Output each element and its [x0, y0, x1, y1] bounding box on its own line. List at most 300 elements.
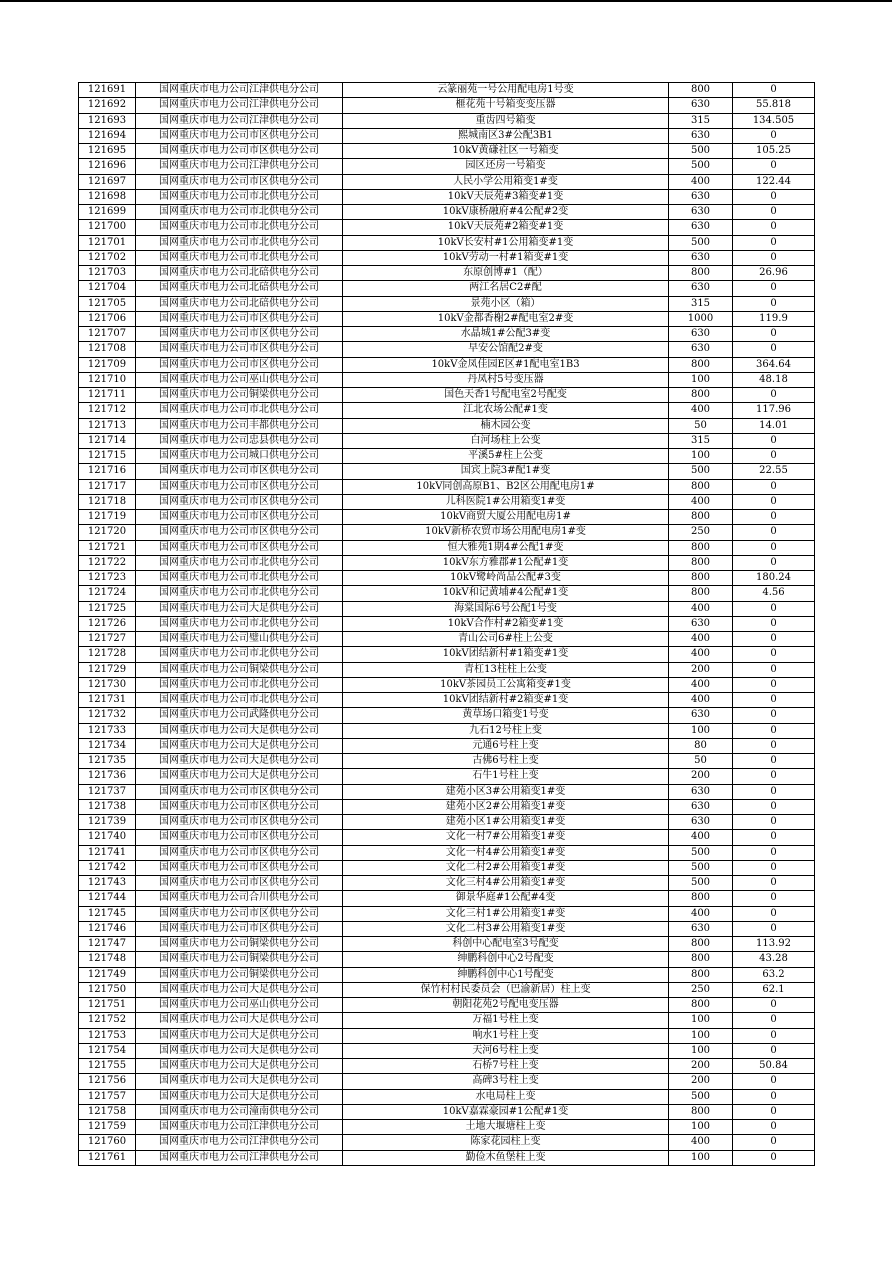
capacity-cell: 800 — [669, 586, 733, 601]
company-cell: 国网重庆市电力公司市北供电分公司 — [136, 189, 343, 204]
value-cell: 0 — [733, 601, 815, 616]
company-cell: 国网重庆市电力公司市区供电分公司 — [136, 144, 343, 159]
table-row — [79, 144, 815, 159]
company-cell: 国网重庆市电力公司市区供电分公司 — [136, 357, 343, 372]
transformer-name-cell: 早安公馆配2#变 — [343, 342, 669, 357]
value-cell: 48.18 — [733, 372, 815, 387]
value-cell: 0 — [733, 205, 815, 220]
company-cell: 国网重庆市电力公司市北供电分公司 — [136, 677, 343, 692]
row-id-cell: 121756 — [79, 1074, 136, 1089]
company-cell: 国网重庆市电力公司市北供电分公司 — [136, 586, 343, 601]
table-row — [79, 388, 815, 403]
table-row — [79, 540, 815, 555]
capacity-cell: 100 — [669, 1028, 733, 1043]
transformer-name-cell: 文化二村2#公用箱变1#变 — [343, 860, 669, 875]
row-id-cell: 121720 — [79, 525, 136, 540]
company-cell: 国网重庆市电力公司城口供电分公司 — [136, 449, 343, 464]
capacity-cell: 800 — [669, 967, 733, 982]
value-cell: 0 — [733, 1104, 815, 1119]
company-cell: 国网重庆市电力公司巫山供电分公司 — [136, 998, 343, 1013]
row-id-cell: 121725 — [79, 601, 136, 616]
transformer-name-cell: 科创中心配电室3号配变 — [343, 937, 669, 952]
transformer-name-cell: 石桥7号柱上变 — [343, 1059, 669, 1074]
row-id-cell: 121698 — [79, 189, 136, 204]
transformer-name-cell: 土地大堰塘柱上变 — [343, 1120, 669, 1135]
capacity-cell: 100 — [669, 1120, 733, 1135]
value-cell: 0 — [733, 708, 815, 723]
company-cell: 国网重庆市电力公司大足供电分公司 — [136, 601, 343, 616]
row-id-cell: 121701 — [79, 235, 136, 250]
row-id-cell: 121731 — [79, 693, 136, 708]
transformer-name-cell: 10kV茶园员工公寓箱变#1变 — [343, 677, 669, 692]
table-row — [79, 876, 815, 891]
company-cell: 国网重庆市电力公司市区供电分公司 — [136, 464, 343, 479]
row-id-cell: 121740 — [79, 830, 136, 845]
company-cell: 国网重庆市电力公司江津供电分公司 — [136, 1135, 343, 1150]
transformer-name-cell: 熙城南区3#公配3B1 — [343, 128, 669, 143]
capacity-cell: 500 — [669, 876, 733, 891]
value-cell: 62.1 — [733, 982, 815, 997]
value-cell: 0 — [733, 296, 815, 311]
capacity-cell: 500 — [669, 235, 733, 250]
capacity-cell: 200 — [669, 769, 733, 784]
transformer-name-cell: 陈家花园柱上变 — [343, 1135, 669, 1150]
table-row — [79, 311, 815, 326]
capacity-cell: 630 — [669, 98, 733, 113]
capacity-cell: 400 — [669, 1135, 733, 1150]
table-row — [79, 982, 815, 997]
capacity-cell: 400 — [669, 494, 733, 509]
company-cell: 国网重庆市电力公司大足供电分公司 — [136, 1089, 343, 1104]
transformer-name-cell: 建苑小区1#公用箱变1#变 — [343, 815, 669, 830]
capacity-cell: 800 — [669, 388, 733, 403]
capacity-cell: 800 — [669, 479, 733, 494]
row-id-cell: 121692 — [79, 98, 136, 113]
company-cell: 国网重庆市电力公司市区供电分公司 — [136, 921, 343, 936]
table-row — [79, 906, 815, 921]
row-id-cell: 121709 — [79, 357, 136, 372]
table-row — [79, 1150, 815, 1165]
capacity-cell: 800 — [669, 571, 733, 586]
company-cell: 国网重庆市电力公司铜梁供电分公司 — [136, 937, 343, 952]
row-id-cell: 121722 — [79, 555, 136, 570]
company-cell: 国网重庆市电力公司市区供电分公司 — [136, 876, 343, 891]
capacity-cell: 250 — [669, 982, 733, 997]
value-cell: 14.01 — [733, 418, 815, 433]
row-id-cell: 121743 — [79, 876, 136, 891]
table-row — [79, 662, 815, 677]
table-row — [79, 891, 815, 906]
row-id-cell: 121695 — [79, 144, 136, 159]
transformer-name-cell: 人民小学公用箱变1#变 — [343, 174, 669, 189]
transformer-name-cell: 万福1号柱上变 — [343, 1013, 669, 1028]
company-cell: 国网重庆市电力公司铜梁供电分公司 — [136, 662, 343, 677]
row-id-cell: 121712 — [79, 403, 136, 418]
row-id-cell: 121737 — [79, 784, 136, 799]
transformer-name-cell: 古佛6号柱上变 — [343, 754, 669, 769]
transformer-name-cell: 绅鹏科创中心2号配变 — [343, 952, 669, 967]
company-cell: 国网重庆市电力公司铜梁供电分公司 — [136, 388, 343, 403]
row-id-cell: 121706 — [79, 311, 136, 326]
company-cell: 国网重庆市电力公司市北供电分公司 — [136, 647, 343, 662]
transformer-name-cell: 园区还房一号箱变 — [343, 159, 669, 174]
value-cell: 0 — [733, 235, 815, 250]
capacity-cell: 630 — [669, 342, 733, 357]
row-id-cell: 121751 — [79, 998, 136, 1013]
row-id-cell: 121699 — [79, 205, 136, 220]
row-id-cell: 121736 — [79, 769, 136, 784]
transformer-name-cell: 10kV金凤佳园E区#1配电室1B3 — [343, 357, 669, 372]
table-row — [79, 647, 815, 662]
company-cell: 国网重庆市电力公司市区供电分公司 — [136, 342, 343, 357]
value-cell: 0 — [733, 250, 815, 265]
value-cell: 50.84 — [733, 1059, 815, 1074]
table-row — [79, 723, 815, 738]
value-cell: 0 — [733, 1043, 815, 1058]
row-id-cell: 121752 — [79, 1013, 136, 1028]
company-cell: 国网重庆市电力公司市区供电分公司 — [136, 525, 343, 540]
value-cell: 0 — [733, 83, 815, 98]
company-cell: 国网重庆市电力公司北碚供电分公司 — [136, 296, 343, 311]
capacity-cell: 630 — [669, 708, 733, 723]
transformer-name-cell: 绅鹏科创中心1号配变 — [343, 967, 669, 982]
capacity-cell: 200 — [669, 1059, 733, 1074]
transformer-name-cell: 国宾上院3#配1#变 — [343, 464, 669, 479]
company-cell: 国网重庆市电力公司大足供电分公司 — [136, 1074, 343, 1089]
capacity-cell: 500 — [669, 1089, 733, 1104]
value-cell: 55.818 — [733, 98, 815, 113]
transformer-name-cell: 重齿四号箱变 — [343, 113, 669, 128]
row-id-cell: 121713 — [79, 418, 136, 433]
value-cell: 0 — [733, 921, 815, 936]
company-cell: 国网重庆市电力公司市区供电分公司 — [136, 906, 343, 921]
transformer-name-cell: 10kV和记黄埔#4公配#1变 — [343, 586, 669, 601]
company-cell: 国网重庆市电力公司武隆供电分公司 — [136, 708, 343, 723]
value-cell: 63.2 — [733, 967, 815, 982]
value-cell: 0 — [733, 479, 815, 494]
table-row — [79, 784, 815, 799]
value-cell: 0 — [733, 159, 815, 174]
capacity-cell: 630 — [669, 616, 733, 631]
transformer-name-cell: 10kV团结新村#2箱变#1变 — [343, 693, 669, 708]
table-row — [79, 296, 815, 311]
value-cell: 0 — [733, 1150, 815, 1165]
capacity-cell: 630 — [669, 327, 733, 342]
value-cell: 0 — [733, 494, 815, 509]
capacity-cell: 400 — [669, 693, 733, 708]
transformer-name-cell: 两江名居C2#配 — [343, 281, 669, 296]
row-id-cell: 121719 — [79, 510, 136, 525]
table-row — [79, 693, 815, 708]
transformer-name-cell: 丹凤村5号变压器 — [343, 372, 669, 387]
table-row — [79, 632, 815, 647]
row-id-cell: 121703 — [79, 266, 136, 281]
value-cell: 0 — [733, 189, 815, 204]
row-id-cell: 121693 — [79, 113, 136, 128]
company-cell: 国网重庆市电力公司大足供电分公司 — [136, 1028, 343, 1043]
capacity-cell: 800 — [669, 510, 733, 525]
value-cell: 0 — [733, 128, 815, 143]
transformer-name-cell: 10kV新桥农贸市场公用配电房1#变 — [343, 525, 669, 540]
transformer-name-cell: 10kV天辰苑#2箱变#1变 — [343, 220, 669, 235]
value-cell: 0 — [733, 1013, 815, 1028]
company-cell: 国网重庆市电力公司忠县供电分公司 — [136, 433, 343, 448]
value-cell: 0 — [733, 769, 815, 784]
value-cell: 43.28 — [733, 952, 815, 967]
table-row — [79, 586, 815, 601]
value-cell: 0 — [733, 906, 815, 921]
capacity-cell: 1000 — [669, 311, 733, 326]
row-id-cell: 121707 — [79, 327, 136, 342]
transformer-name-cell: 九石12号柱上变 — [343, 723, 669, 738]
company-cell: 国网重庆市电力公司市区供电分公司 — [136, 784, 343, 799]
row-id-cell: 121700 — [79, 220, 136, 235]
table-row — [79, 1059, 815, 1074]
company-cell: 国网重庆市电力公司市北供电分公司 — [136, 403, 343, 418]
transformer-name-cell: 10kV东方雅郡#1公配#1变 — [343, 555, 669, 570]
row-id-cell: 121715 — [79, 449, 136, 464]
company-cell: 国网重庆市电力公司江津供电分公司 — [136, 113, 343, 128]
table-row — [79, 1120, 815, 1135]
value-cell: 0 — [733, 449, 815, 464]
table-row — [79, 738, 815, 753]
company-cell: 国网重庆市电力公司铜梁供电分公司 — [136, 967, 343, 982]
table-row — [79, 616, 815, 631]
transformer-name-cell: 文化一村4#公用箱变1#变 — [343, 845, 669, 860]
capacity-cell: 80 — [669, 738, 733, 753]
row-id-cell: 121759 — [79, 1120, 136, 1135]
table-row — [79, 921, 815, 936]
capacity-cell: 800 — [669, 555, 733, 570]
row-id-cell: 121757 — [79, 1089, 136, 1104]
company-cell: 国网重庆市电力公司合川供电分公司 — [136, 891, 343, 906]
capacity-cell: 200 — [669, 662, 733, 677]
transformer-name-cell: 10kV黄磏社区一号箱变 — [343, 144, 669, 159]
capacity-cell: 400 — [669, 830, 733, 845]
table-row — [79, 205, 815, 220]
capacity-cell: 800 — [669, 998, 733, 1013]
capacity-cell: 315 — [669, 433, 733, 448]
value-cell: 0 — [733, 815, 815, 830]
company-cell: 国网重庆市电力公司市区供电分公司 — [136, 479, 343, 494]
table-row — [79, 342, 815, 357]
company-cell: 国网重庆市电力公司市区供电分公司 — [136, 128, 343, 143]
company-cell: 国网重庆市电力公司大足供电分公司 — [136, 1059, 343, 1074]
table-row — [79, 464, 815, 479]
company-cell: 国网重庆市电力公司市区供电分公司 — [136, 510, 343, 525]
capacity-cell: 100 — [669, 449, 733, 464]
capacity-cell: 400 — [669, 632, 733, 647]
transformer-name-cell: 建苑小区2#公用箱变1#变 — [343, 799, 669, 814]
capacity-cell: 400 — [669, 647, 733, 662]
row-id-cell: 121739 — [79, 815, 136, 830]
capacity-cell: 800 — [669, 891, 733, 906]
value-cell: 0 — [733, 738, 815, 753]
company-cell: 国网重庆市电力公司大足供电分公司 — [136, 723, 343, 738]
transformer-name-cell: 国色天香1号配电室2号配变 — [343, 388, 669, 403]
value-cell: 0 — [733, 540, 815, 555]
company-cell: 国网重庆市电力公司市区供电分公司 — [136, 311, 343, 326]
value-cell: 122.44 — [733, 174, 815, 189]
table-row — [79, 220, 815, 235]
table-row — [79, 479, 815, 494]
table-row — [79, 357, 815, 372]
company-cell: 国网重庆市电力公司璧山供电分公司 — [136, 632, 343, 647]
row-id-cell: 121742 — [79, 860, 136, 875]
table-row — [79, 113, 815, 128]
row-id-cell: 121760 — [79, 1135, 136, 1150]
company-cell: 国网重庆市电力公司市区供电分公司 — [136, 799, 343, 814]
company-cell: 国网重庆市电力公司潼南供电分公司 — [136, 1104, 343, 1119]
value-cell: 0 — [733, 998, 815, 1013]
value-cell: 0 — [733, 1089, 815, 1104]
row-id-cell: 121732 — [79, 708, 136, 723]
table-row — [79, 799, 815, 814]
table-row — [79, 189, 815, 204]
table-row — [79, 98, 815, 113]
value-cell: 0 — [733, 1135, 815, 1150]
capacity-cell: 200 — [669, 1074, 733, 1089]
company-cell: 国网重庆市电力公司市区供电分公司 — [136, 845, 343, 860]
row-id-cell: 121724 — [79, 586, 136, 601]
value-cell: 0 — [733, 525, 815, 540]
value-cell: 0 — [733, 616, 815, 631]
transformer-name-cell: 响水1号柱上变 — [343, 1028, 669, 1043]
transformer-name-cell: 水电局柱上变 — [343, 1089, 669, 1104]
table-row — [79, 128, 815, 143]
transformer-name-cell: 10kV康桥融府#4公配#2变 — [343, 205, 669, 220]
value-cell: 364.64 — [733, 357, 815, 372]
table-row — [79, 815, 815, 830]
capacity-cell: 800 — [669, 83, 733, 98]
transformer-name-cell: 10kV天辰苑#3箱变#1变 — [343, 189, 669, 204]
transformer-name-cell: 10kV商贸大厦公用配电房1# — [343, 510, 669, 525]
value-cell: 0 — [733, 632, 815, 647]
transformer-name-cell: 石牛1号柱上变 — [343, 769, 669, 784]
row-id-cell: 121705 — [79, 296, 136, 311]
transformer-name-cell: 东原创博#1（配） — [343, 266, 669, 281]
table-row — [79, 281, 815, 296]
row-id-cell: 121717 — [79, 479, 136, 494]
company-cell: 国网重庆市电力公司市区供电分公司 — [136, 494, 343, 509]
transformer-name-cell: 江北农场公配#1变 — [343, 403, 669, 418]
table-row — [79, 433, 815, 448]
transformer-name-cell: 平溪5#柱上公变 — [343, 449, 669, 464]
company-cell: 国网重庆市电力公司江津供电分公司 — [136, 1150, 343, 1165]
row-id-cell: 121696 — [79, 159, 136, 174]
company-cell: 国网重庆市电力公司市区供电分公司 — [136, 540, 343, 555]
table-row — [79, 327, 815, 342]
transformer-name-cell: 10kV劳动一村#1箱变#1变 — [343, 250, 669, 265]
table-row — [79, 449, 815, 464]
capacity-cell: 630 — [669, 281, 733, 296]
company-cell: 国网重庆市电力公司江津供电分公司 — [136, 83, 343, 98]
table-row — [79, 510, 815, 525]
value-cell: 134.505 — [733, 113, 815, 128]
company-cell: 国网重庆市电力公司大足供电分公司 — [136, 769, 343, 784]
value-cell: 0 — [733, 388, 815, 403]
transformer-name-cell: 10kV鹭岭尚品公配#3变 — [343, 571, 669, 586]
table-row — [79, 769, 815, 784]
transformer-name-cell: 海棠国际6号公配1号变 — [343, 601, 669, 616]
table-row — [79, 998, 815, 1013]
top-rule — [0, 0, 892, 2]
company-cell: 国网重庆市电力公司市区供电分公司 — [136, 860, 343, 875]
table-row — [79, 1043, 815, 1058]
table-row — [79, 601, 815, 616]
capacity-cell: 100 — [669, 723, 733, 738]
table-row — [79, 403, 815, 418]
company-cell: 国网重庆市电力公司江津供电分公司 — [136, 98, 343, 113]
table-row — [79, 250, 815, 265]
table-body — [79, 83, 815, 1166]
table-row — [79, 83, 815, 98]
capacity-cell: 50 — [669, 754, 733, 769]
value-cell: 0 — [733, 220, 815, 235]
row-id-cell: 121729 — [79, 662, 136, 677]
capacity-cell: 800 — [669, 937, 733, 952]
transformer-name-cell: 文化三村4#公用箱变1#变 — [343, 876, 669, 891]
capacity-cell: 315 — [669, 113, 733, 128]
table-row — [79, 372, 815, 387]
value-cell: 0 — [733, 1028, 815, 1043]
value-cell: 0 — [733, 662, 815, 677]
table-row — [79, 952, 815, 967]
value-cell: 0 — [733, 754, 815, 769]
capacity-cell: 500 — [669, 845, 733, 860]
transformer-name-cell: 10kV长安村#1公用箱变#1变 — [343, 235, 669, 250]
capacity-cell: 100 — [669, 1043, 733, 1058]
transformer-name-cell: 朝阳花苑2号配电变压器 — [343, 998, 669, 1013]
row-id-cell: 121748 — [79, 952, 136, 967]
transformer-name-cell: 元通6号柱上变 — [343, 738, 669, 753]
table-row — [79, 266, 815, 281]
table-row — [79, 159, 815, 174]
transformer-name-cell: 10kV同创高原B1、B2区公用配电房1# — [343, 479, 669, 494]
transformer-name-cell: 10kV嘉霖豪园#1公配#1变 — [343, 1104, 669, 1119]
company-cell: 国网重庆市电力公司市北供电分公司 — [136, 616, 343, 631]
company-cell: 国网重庆市电力公司市区供电分公司 — [136, 174, 343, 189]
table-row — [79, 1013, 815, 1028]
transformer-name-cell: 建苑小区3#公用箱变1#变 — [343, 784, 669, 799]
company-cell: 国网重庆市电力公司大足供电分公司 — [136, 738, 343, 753]
capacity-cell: 630 — [669, 189, 733, 204]
capacity-cell: 630 — [669, 205, 733, 220]
row-id-cell: 121761 — [79, 1150, 136, 1165]
row-id-cell: 121691 — [79, 83, 136, 98]
transformer-name-cell: 文化二村3#公用箱变1#变 — [343, 921, 669, 936]
table-row — [79, 967, 815, 982]
value-cell: 0 — [733, 433, 815, 448]
table-row — [79, 174, 815, 189]
capacity-cell: 630 — [669, 815, 733, 830]
table-row — [79, 1104, 815, 1119]
capacity-cell: 50 — [669, 418, 733, 433]
row-id-cell: 121735 — [79, 754, 136, 769]
capacity-cell: 800 — [669, 540, 733, 555]
transformer-name-cell: 景苑小区（箱） — [343, 296, 669, 311]
row-id-cell: 121755 — [79, 1059, 136, 1074]
value-cell: 119.9 — [733, 311, 815, 326]
value-cell: 0 — [733, 799, 815, 814]
transformer-name-cell: 榧花苑十号箱变变压器 — [343, 98, 669, 113]
transformer-name-cell: 高碑3号柱上变 — [343, 1074, 669, 1089]
row-id-cell: 121753 — [79, 1028, 136, 1043]
transformer-name-cell: 青杠13柱柱上公变 — [343, 662, 669, 677]
capacity-cell: 630 — [669, 220, 733, 235]
company-cell: 国网重庆市电力公司市北供电分公司 — [136, 235, 343, 250]
table-row — [79, 571, 815, 586]
